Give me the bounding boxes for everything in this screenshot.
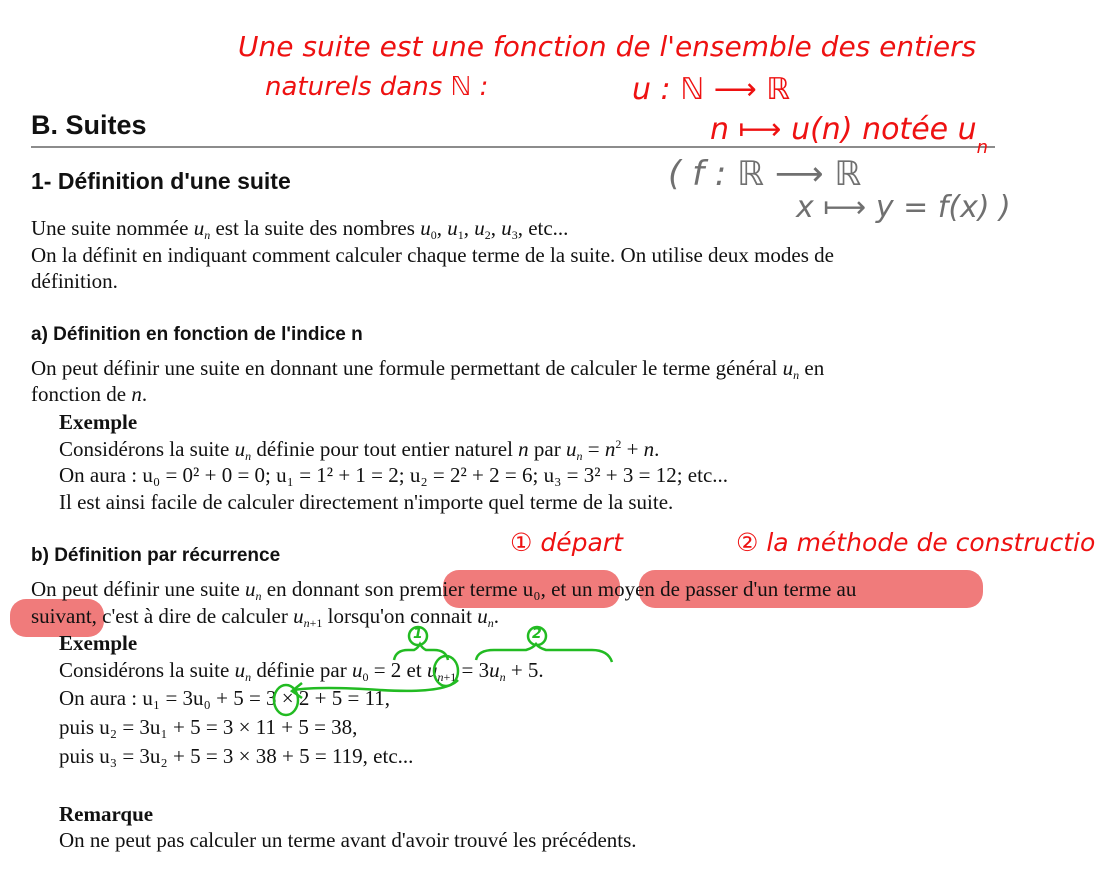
intro-line-3: définition. xyxy=(31,269,118,293)
subsection-title: 1- Définition d'une suite xyxy=(31,168,291,194)
part-b-line-1: On peut définir une suite $u_n$ en donnant son premier terme u₀, et un moyen de passer d'un terme au xyxy=(31,577,857,603)
green-label-2: 2 xyxy=(532,626,542,642)
part-b-title: b) Définition par récurrence xyxy=(31,545,281,566)
red-note-line-1: Une suite est une fonction de l'ensemble des entiers xyxy=(238,30,977,63)
red-note-map-2: n ⟼ u(n) notée $u_n$ xyxy=(710,112,989,158)
part-a-line-2: fonction de n. xyxy=(31,382,148,406)
intro-line-1: Une suite nommée $u_n$ est la suite des nombres $u_0$, $u_1$, $u_2$, $u_3$, etc... xyxy=(31,216,569,242)
part-b-example-line-3: puis u₂ = 3u₁ + 5 = 3 × 11 + 5 = 38, xyxy=(59,715,358,739)
section-title: B. Suites xyxy=(31,110,147,140)
intro-line-2: On la définit en indiquant comment calculer chaque terme de la suite. On utilise deux modes de xyxy=(31,243,834,267)
part-b-example-line-1: Considérons la suite $u_n$ définie par $u_0 = 2$ et $u_{n+1} = 3u_n + 5$. xyxy=(59,658,544,684)
green-label-1: 1 xyxy=(413,626,423,642)
remark-title: Remarque xyxy=(59,802,154,826)
part-a-line-1: On peut définir une suite en donnant une formule permettant de calculer le terme général $u_n$ en xyxy=(31,356,825,382)
part-a-example-line-1: Considérons la suite $u_n$ définie pour tout entier naturel n par $u_n = n^2 + n$. xyxy=(59,437,660,463)
part-b-example-line-2: On aura : u₁ = 3u₀ + 5 = 3 × 2 + 5 = 11, xyxy=(59,686,391,710)
grey-note-line-2: x ⟼ y = f(x) ) xyxy=(796,190,1011,225)
part-b-example-line-4: puis u₃ = 3u₂ + 5 = 3 × 38 + 5 = 119, etc... xyxy=(59,744,414,768)
part-a-example-line-2: On aura : u₀ = 0² + 0 = 0; u₁ = 1² + 1 = 2; u₂ = 2² + 2 = 6; u₃ = 3² + 3 = 12; etc... xyxy=(59,463,729,487)
part-b-line-2: suivant, c'est à dire de calculer $u_{n+1}$ lorsqu'on connait $u_n$. xyxy=(31,604,499,630)
red-note-map-1: u : ℕ ⟶ ℝ xyxy=(632,72,791,107)
part-a-example-line-3: Il est ainsi facile de calculer directement n'importe quel terme de la suite. xyxy=(59,490,674,514)
remark-text: On ne peut pas calculer un terme avant d'avoir trouvé les précédents. xyxy=(59,828,637,852)
part-a-title: a) Définition en fonction de l'indice n xyxy=(31,324,363,345)
part-a-example-title: Exemple xyxy=(59,410,138,434)
part-b-example-title: Exemple xyxy=(59,631,138,655)
grey-note-line-1: ( f : ℝ ⟶ ℝ xyxy=(668,154,862,194)
red-label-methode: ② la méthode de constructio xyxy=(736,528,1096,557)
red-label-depart: ① départ xyxy=(510,528,623,557)
red-note-line-2: naturels dans ℕ : xyxy=(265,72,489,102)
